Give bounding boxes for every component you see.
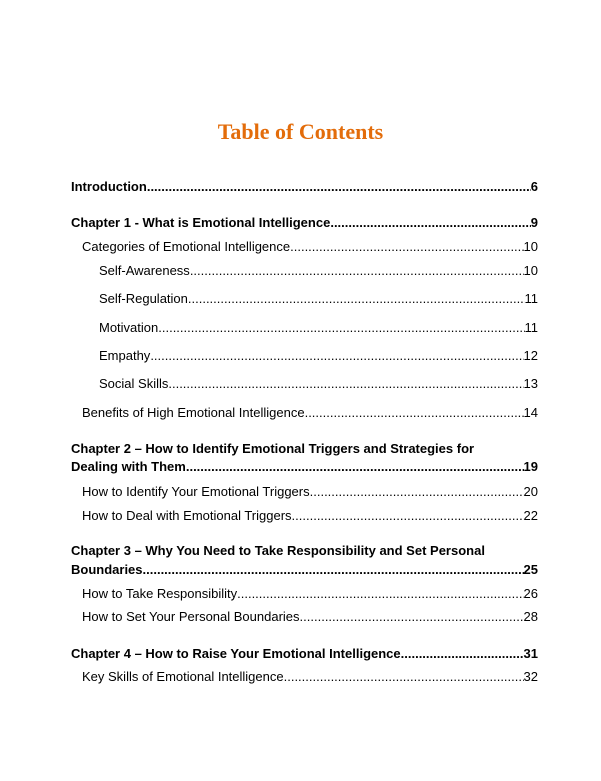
toc-entry-identify-triggers[interactable] (82, 483, 538, 501)
toc-entry-social-skills[interactable] (99, 375, 538, 393)
toc-entry-chapter-2[interactable] (71, 458, 538, 476)
toc-leader (300, 608, 524, 626)
toc-entry-take-responsibility[interactable] (82, 585, 538, 603)
toc-entry-label: Self-Awareness (99, 263, 190, 278)
toc-leader (401, 645, 524, 663)
page-title: Table of Contents (217, 119, 384, 144)
toc-leader (305, 404, 524, 422)
toc-leader (186, 458, 524, 476)
toc-page-number: 32 (523, 669, 538, 684)
toc-page-number: 9 (530, 215, 538, 230)
toc-entry-label: Empathy (99, 348, 151, 363)
toc-page-number: 10 (523, 263, 538, 278)
toc-entry-label: Boundaries (71, 562, 143, 577)
toc-leader (310, 483, 524, 501)
toc-page-number: 12 (523, 348, 538, 363)
toc-page-number: 14 (523, 405, 538, 420)
toc-entry-label: How to Deal with Emotional Triggers (82, 508, 292, 523)
toc-entry-set-boundaries[interactable] (82, 608, 538, 626)
toc-entry-chapter-2-line1[interactable]: Chapter 2 – How to Identify Emotional Triggers and Strategies for (71, 441, 475, 456)
toc-entry-deal-triggers[interactable] (82, 507, 538, 525)
toc-leader (158, 319, 524, 337)
toc-leader (168, 375, 523, 393)
toc-page-number: 28 (523, 609, 538, 624)
toc-entry-chapter-3-line1[interactable]: Chapter 3 – Why You Need to Take Responsibility and Set Personal (71, 543, 485, 558)
toc-entry-self-awareness[interactable] (99, 262, 538, 280)
toc-entry-label: Key Skills of Emotional Intelligence (82, 669, 284, 684)
toc-entry-label: Chapter 4 – How to Raise Your Emotional Intelligence (71, 646, 401, 661)
toc-entry-label: Self-Regulation (99, 291, 188, 306)
toc-leader (330, 214, 530, 232)
toc-page-number: 31 (523, 646, 538, 661)
toc-page-number: 6 (530, 179, 538, 194)
toc-entry-chapter-1[interactable] (71, 214, 538, 232)
toc-entry-chapter-4[interactable] (71, 645, 538, 663)
toc-page-number: 13 (523, 376, 538, 391)
toc-entry-categories[interactable] (82, 238, 538, 256)
toc-entry-key-skills[interactable] (82, 668, 538, 686)
toc-entry-chapter-3[interactable] (71, 561, 538, 579)
toc-leader (190, 262, 524, 280)
toc-entry-label: Dealing with Them (71, 459, 186, 474)
toc-entry-introduction[interactable] (71, 178, 538, 196)
toc-leader (147, 178, 531, 196)
toc-entry-label: How to Take Responsibility (82, 586, 238, 601)
toc-entry-label: Benefits of High Emotional Intelligence (82, 405, 305, 420)
toc-page-number: 11 (524, 320, 538, 335)
toc-entry-label: How to Identify Your Emotional Triggers (82, 484, 310, 499)
toc-page-number: 10 (523, 239, 538, 254)
toc-entry-label: How to Set Your Personal Boundaries (82, 609, 300, 624)
toc-entry-label: Introduction (71, 179, 147, 194)
toc-entry-label: Categories of Emotional Intelligence (82, 239, 291, 254)
toc-leader (290, 238, 523, 256)
toc-leader (237, 585, 523, 603)
toc-entry-label: Chapter 1 - What is Emotional Intelligence (71, 215, 331, 230)
toc-page-number: 19 (523, 459, 538, 474)
toc-leader (150, 347, 523, 365)
toc-page-number: 26 (523, 586, 538, 601)
toc-entry-empathy[interactable] (99, 347, 538, 365)
toc-leader (284, 668, 524, 686)
toc-leader (188, 290, 525, 308)
toc-entry-motivation[interactable] (99, 319, 538, 337)
toc-leader (143, 561, 524, 579)
toc-page-number: 20 (523, 484, 538, 499)
toc-entry-label: Social Skills (99, 376, 169, 391)
toc-entry-benefits[interactable] (82, 404, 538, 422)
toc-entry-label: Motivation (99, 320, 159, 335)
toc-page-number: 22 (523, 508, 538, 523)
toc-page-number: 11 (524, 291, 538, 306)
toc-entry-self-regulation[interactable] (99, 290, 538, 308)
toc-leader (292, 507, 524, 525)
toc-page-number: 25 (523, 562, 538, 577)
